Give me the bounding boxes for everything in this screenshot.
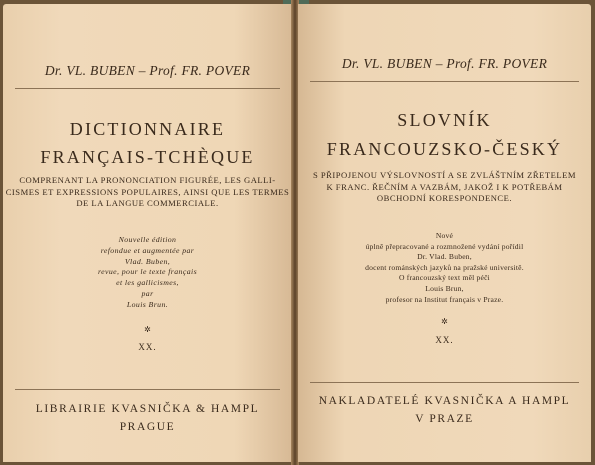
right-rule-bottom (310, 382, 579, 383)
left-subtitle-line: CISMES ET EXPRESSIONS POPULAIRES, AINSI QUE LES TERMES (5, 186, 290, 197)
right-subtitle (298, 170, 591, 205)
right-title-page (298, 4, 591, 462)
right-publisher-line1: NAKLADATELÉ KVASNIČKA A HAMPL (318, 395, 571, 407)
right-edition-line: docent románských jazyků na pražské universitě. (365, 262, 524, 272)
right-subtitle-line: S PŘIPOJENOU VÝSLOVNOSTÍ A SE ZVLÁŠTNÍM ZŘETELEM (312, 170, 577, 180)
right-edition-line: Louis Brun, (425, 283, 464, 293)
left-edition-line: revue, pour le texte français (98, 267, 197, 277)
left-number: XX. (138, 342, 157, 352)
left-edition-line: par (141, 288, 154, 298)
right-edition-line: úplně přepracované a rozmnožené vydání pořídil (365, 241, 524, 251)
right-number: XX. (435, 335, 454, 345)
left-title-line1: DICTIONNAIRE (69, 119, 226, 139)
left-title-line2: FRANÇAIS-TCHÈQUE (40, 147, 255, 167)
left-edition-note (3, 235, 292, 311)
left-subtitle-line: COMPRENANT LA PRONONCIATION FIGURÉE, LES GALLI- (19, 175, 276, 185)
right-subtitle-line: OBCHODNÍ KORESPONDENCE. (376, 193, 513, 203)
right-edition-line: Nové (435, 231, 454, 240)
right-title-line2: FRANCOUZSKO-ČESKÝ (326, 139, 563, 159)
left-edition-line: refondue et augmentée par (100, 245, 195, 255)
right-edition-line: Dr. Vlad. Buben, (417, 252, 472, 262)
right-edition-line: profesor na Institut français v Praze. (385, 294, 504, 304)
left-subtitle-line: DE LA LANGUE COMMERCIALE. (76, 198, 219, 208)
left-edition-line: et les gallicismes, (116, 278, 179, 288)
left-title-page (3, 4, 292, 462)
right-title-line1: SLOVNÍK (397, 110, 492, 130)
left-subtitle (3, 175, 292, 210)
left-ornament-icon: ✲ (144, 325, 151, 334)
left-edition-line: Louis Brun. (126, 299, 169, 309)
right-rule-top (310, 81, 579, 82)
right-edition-note (298, 231, 591, 305)
left-rule-bottom (15, 389, 280, 390)
left-authors: Dr. VL. BUBEN – Prof. FR. POVER (44, 63, 251, 78)
left-edition-line: Vlad. Buben, (124, 256, 171, 266)
right-ornament-icon: ✲ (441, 317, 448, 326)
left-publisher-line1: LIBRAIRIE KVASNIČKA & HAMPL (35, 403, 260, 415)
left-publisher-line2: PRAGUE (119, 421, 176, 433)
left-rule-top (15, 88, 280, 89)
right-subtitle-line: K FRANC. ŘEČNÍM A VAZBÁM, JAKOŽ I K POTŘEBÁM (326, 181, 563, 192)
right-edition-line: O francouzský text měl péči (398, 273, 490, 283)
right-publisher-line2: V PRAZE (415, 413, 474, 425)
right-authors: Dr. VL. BUBEN – Prof. FR. POVER (341, 56, 548, 71)
left-edition-line: Nouvelle édition (118, 235, 177, 244)
